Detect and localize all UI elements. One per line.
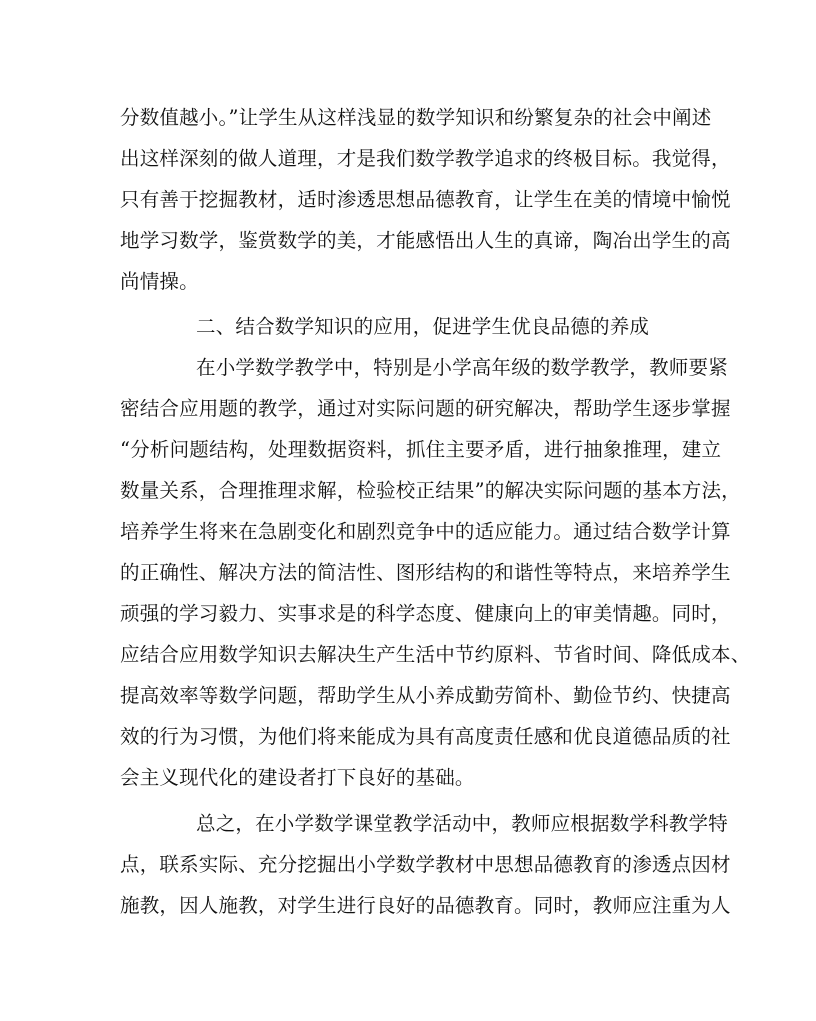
- paragraph-3-line-2: 点，联系实际、充分挖掘出小学数学教材中思想品德教育的渗透点因材: [120, 853, 731, 876]
- paragraph-2-line-6: 的正确性、解决方法的简洁性、图形结构的和谐性等特点，来培养学生: [120, 561, 731, 584]
- paragraph-2-line-4: 数量关系，合理推理求解，检验校正结果”的解决实际问题的基本方法，: [120, 479, 741, 502]
- paragraph-2-line-9: 提高效率等数学问题，帮助学生从小养成勤劳简朴、勤俭节约、快捷高: [120, 684, 731, 707]
- paragraph-1-line-4: 地学习数学，鉴赏数学的美，才能感悟出人生的真谛，陶冶出学生的高: [120, 229, 731, 252]
- paragraph-2-line-2: 密结合应用题的教学，通过对实际问题的研究解决，帮助学生逐步掌握: [120, 397, 731, 420]
- paragraph-2-line-3: “分析问题结构，处理数据资料，抓住主要矛盾，进行抽象推理，建立: [120, 438, 722, 461]
- paragraph-1-line-5: 尚情操。: [120, 270, 199, 293]
- paragraph-2-line-8: 应结合应用数学知识去解决生产生活中节约原料、节省时间、降低成本、: [120, 643, 751, 666]
- paragraph-3-line-3: 施教，因人施教，对学生进行良好的品德教育。同时，教师应注重为人: [120, 894, 731, 917]
- paragraph-2-line-10: 效的行为习惯，为他们将来能成为具有高度责任感和优良道德品质的社: [120, 725, 731, 748]
- paragraph-1-line-3: 只有善于挖掘教材，适时渗透思想品德教育，让学生在美的情境中愉悦: [120, 188, 731, 211]
- paragraph-2-line-7: 顽强的学习毅力、实事求是的科学态度、健康向上的审美情趣。同时，: [120, 602, 731, 625]
- paragraph-2-line-5: 培养学生将来在急剧变化和剧烈竞争中的适应能力。通过结合数学计算: [120, 520, 731, 543]
- paragraph-2-line-11: 会主义现代化的建设者打下良好的基础。: [120, 766, 475, 789]
- paragraph-2-line-1: 在小学数学教学中，特别是小学高年级的数学教学，教师要紧: [196, 356, 728, 379]
- section-heading: 二、结合数学知识的应用，促进学生优良品德的养成: [196, 315, 650, 338]
- paragraph-3-line-1: 总之，在小学数学课堂教学活动中，教师应根据数学科教学特: [196, 812, 728, 835]
- paragraph-1-line-1: 分数值越小。”让学生从这样浅显的数学知识和纷繁复杂的社会中阐述: [120, 106, 712, 129]
- paragraph-1-line-2: 出这样深刻的做人道理，才是我们数学教学追求的终极目标。我觉得，: [120, 147, 731, 170]
